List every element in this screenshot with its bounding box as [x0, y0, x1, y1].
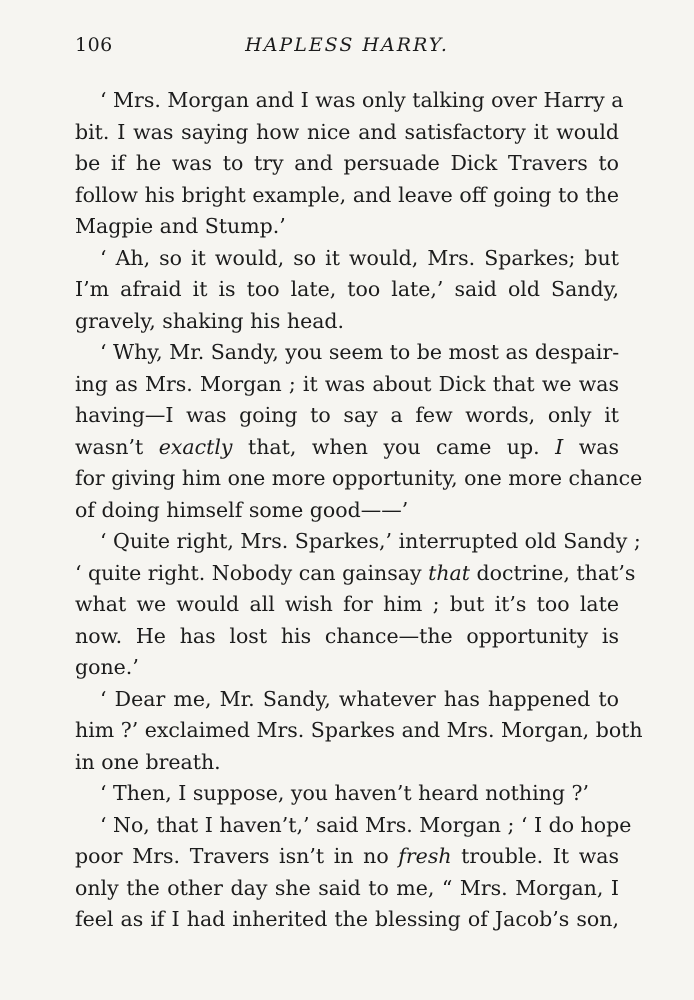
- text-line: [75, 841, 619, 873]
- body-text: [75, 85, 643, 936]
- text-line: [75, 463, 643, 495]
- line-text: for giving him one more opportunity, one more chance: [75, 466, 643, 490]
- line-text: wasn’t: [75, 434, 159, 459]
- line-text: gravely, shaking his head.: [75, 308, 345, 333]
- line-text: him ?’ exclaimed Mrs. Sparkes and Mrs. Morgan, both: [75, 718, 643, 742]
- text-line: [75, 526, 641, 558]
- line-text: doctrine, that’s: [470, 560, 636, 585]
- text-line: [75, 652, 619, 684]
- text-line: [75, 810, 632, 842]
- text-line: [75, 306, 619, 338]
- line-text: now. He has lost his chance—the opportunity is: [75, 623, 619, 648]
- text-line: [75, 558, 636, 590]
- text-line: [75, 243, 619, 275]
- line-text: follow his bright example, and leave off going to the: [75, 182, 619, 207]
- text-line: [75, 274, 619, 306]
- line-text: ‘ Why, Mr. Sandy, you seem to be most as despair-: [100, 340, 620, 364]
- text-line: [75, 873, 619, 905]
- text-line: [75, 747, 619, 779]
- text-line: [75, 369, 619, 401]
- line-text: feel as if I had inherited the blessing of Jacob’s son,: [75, 907, 619, 931]
- line-text: ing as Mrs. Morgan ; it was about Dick that we was: [75, 371, 619, 396]
- line-text: ‘ No, that I haven’t,’ said Mrs. Morgan ; ‘ I do hope: [100, 812, 632, 837]
- line-text: poor Mrs. Travers isn’t in no: [75, 844, 399, 868]
- line-text: trouble. It was: [451, 844, 619, 868]
- emphasis-text: fresh: [398, 844, 452, 868]
- text-line: [75, 400, 619, 432]
- page-header: [75, 34, 619, 64]
- text-line: [75, 621, 619, 653]
- text-line: [75, 211, 619, 243]
- line-text: I’m afraid it is too late, too late,’ said old Sandy,: [75, 277, 619, 301]
- text-line: [75, 180, 619, 212]
- text-line: [75, 148, 619, 180]
- text-line: [75, 495, 619, 527]
- line-text: was: [563, 434, 620, 459]
- running-title: HAPLESS HARRY.: [245, 34, 449, 56]
- text-line: [75, 432, 619, 464]
- line-text: ‘ Dear me, Mr. Sandy, whatever has happened to: [100, 686, 619, 711]
- text-line: [75, 85, 624, 117]
- line-text: ‘ Mrs. Morgan and I was only talking over Harry a: [100, 88, 624, 112]
- emphasis-text: that: [428, 560, 470, 585]
- text-line: [75, 684, 619, 716]
- emphasis-text: exactly: [158, 434, 233, 459]
- line-text: what we would all wish for him ; but it’s too late: [75, 592, 619, 616]
- line-text: Magpie and Stump.’: [75, 214, 286, 238]
- line-text: ‘ Then, I suppose, you haven’t heard nothing ?’: [100, 781, 590, 805]
- line-text: having—I was going to say a few words, only it: [75, 403, 619, 427]
- line-text: of doing himself some good——’: [75, 497, 409, 522]
- text-line: [75, 904, 619, 936]
- line-text: that, when you came up.: [232, 434, 556, 459]
- line-text: gone.’: [75, 655, 139, 679]
- text-line: [75, 117, 619, 149]
- line-text: in one breath.: [75, 749, 221, 774]
- text-line: [75, 778, 619, 810]
- text-line: [75, 589, 619, 621]
- text-line: [75, 337, 619, 369]
- line-text: be if he was to try and persuade Dick Travers to: [75, 151, 619, 175]
- line-text: ‘ Quite right, Mrs. Sparkes,’ interrupted old Sandy ;: [100, 529, 641, 553]
- line-text: bit. I was saying how nice and satisfactory it would: [75, 119, 619, 144]
- line-text: only the other day she said to me, “ Mrs. Morgan, I: [75, 875, 619, 900]
- emphasis-text: I: [555, 434, 564, 459]
- line-text: ‘ Ah, so it would, so it would, Mrs. Sparkes; but: [100, 245, 619, 270]
- line-text: ‘ quite right. Nobody can gainsay: [75, 560, 429, 585]
- text-line: [75, 715, 643, 747]
- page-number: 106: [75, 34, 113, 56]
